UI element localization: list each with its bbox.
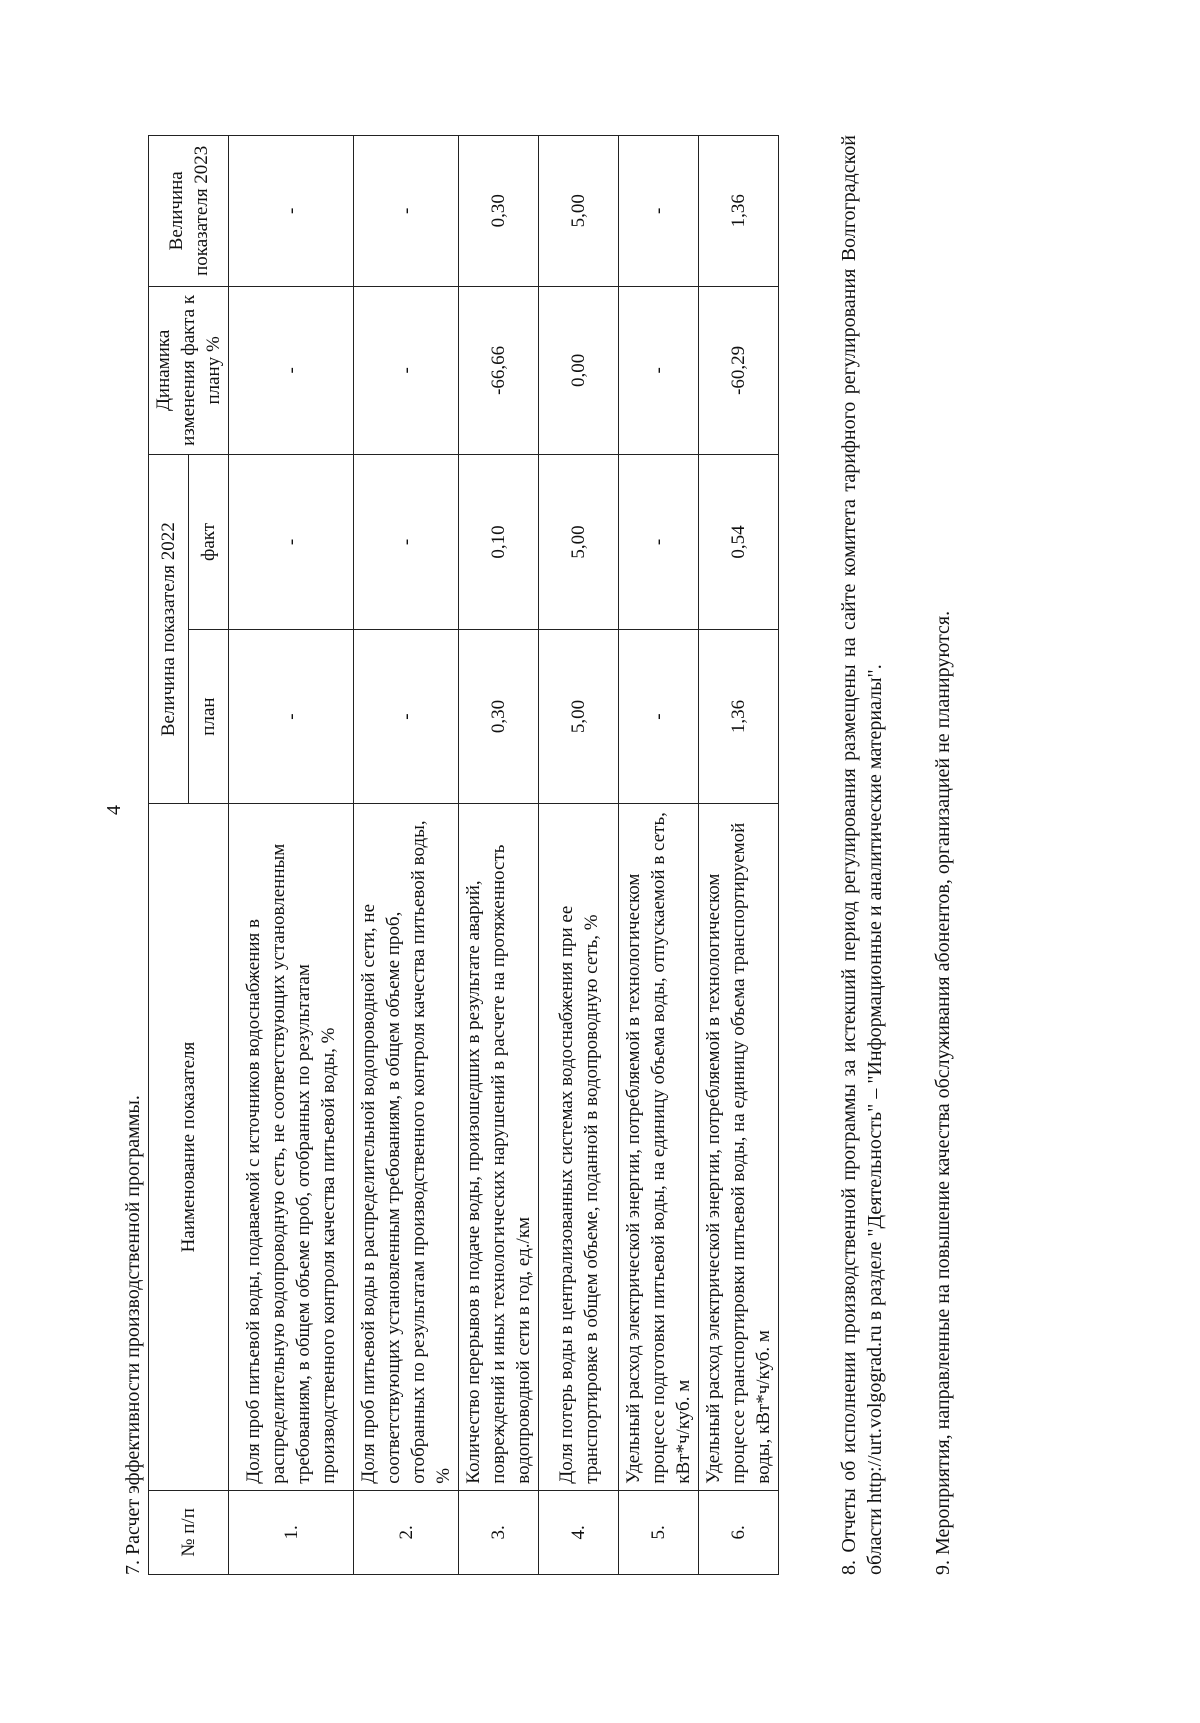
cell-name: Доля потерь воды в централизованных системах водоснабжения при ее транспортировке в общем объеме, поданной в водопроводную сеть, % — [539, 804, 619, 1490]
cell-plan: 1,36 — [699, 629, 779, 804]
cell-name: Доля проб питьевой воды в распределительной водопроводной сети, не соответствующих установленным требованиям, в общем объеме проб, отобранных по результатам производственного контроля качества питьевой воды, % — [354, 804, 459, 1490]
table-header-row — [149, 136, 189, 1575]
cell-fact: - — [354, 455, 459, 630]
table-row — [229, 136, 354, 1575]
cell-num: 1. — [229, 1490, 354, 1574]
cell-name: Количество перерывов в подаче воды, произошедших в результате аварий, повреждений и иных технологических нарушений в расчете на протяженность водопроводной сети в год, ед./км — [459, 804, 539, 1490]
cell-2023: 0,30 — [459, 136, 539, 287]
cell-dynamics: -66,66 — [459, 286, 539, 455]
cell-num: 5. — [619, 1490, 699, 1574]
cell-dynamics: 0,00 — [539, 286, 619, 455]
header-dynamics: Динамика изменения факта к плану % — [149, 286, 229, 455]
cell-fact: - — [229, 455, 354, 630]
cell-dynamics: - — [619, 286, 699, 455]
cell-2023: - — [619, 136, 699, 287]
header-2022-group: Величина показателя 2022 — [149, 455, 189, 804]
cell-num: 2. — [354, 1490, 459, 1574]
cell-num: 4. — [539, 1490, 619, 1574]
cell-dynamics: - — [354, 286, 459, 455]
cell-fact: 0,10 — [459, 455, 539, 630]
cell-plan: 0,30 — [459, 629, 539, 804]
cell-plan: - — [354, 629, 459, 804]
section-7-title: 7. Расчет эффективности производственной программы. — [122, 1095, 144, 1575]
cell-fact: 0,54 — [699, 455, 779, 630]
cell-dynamics: -60,29 — [699, 286, 779, 455]
cell-name: Удельный расход электрической энергии, потребляемой в технологическом процессе подготовки питьевой воды, на единицу объема воды, отпускаемой в сеть, кВт*ч/куб. м — [619, 804, 699, 1490]
cell-num: 3. — [459, 1490, 539, 1574]
table-row — [699, 136, 779, 1575]
cell-plan: - — [229, 629, 354, 804]
section-8-paragraph: 8. Отчеты об исполнении производственной программы за истекший период регулирования размещены на сайте комитета тарифного регулирования Волгоградской области http://urt.volgograd.ru в разделе "Деятельность" – "Информационные и аналитические материалы". — [838, 135, 886, 1575]
cell-fact: - — [619, 455, 699, 630]
table-row — [619, 136, 699, 1575]
cell-name: Доля проб питьевой воды, подаваемой с источников водоснабжения в распределительную водопроводную сеть, не соответствующих установленным требованиям, в общем объеме проб, отобранных по результатам производственного контроля качества питьевой воды, % — [229, 804, 354, 1490]
table-row — [354, 136, 459, 1575]
page-number: 4 — [103, 805, 125, 815]
performance-table — [148, 135, 779, 1575]
cell-2023: 5,00 — [539, 136, 619, 287]
cell-2023: 1,36 — [699, 136, 779, 287]
cell-2023: - — [229, 136, 354, 287]
cell-dynamics: - — [229, 286, 354, 455]
table-row — [459, 136, 539, 1575]
header-fact: факт — [189, 455, 229, 630]
cell-2023: - — [354, 136, 459, 287]
header-name: Наименование показателя — [149, 804, 229, 1490]
page-content — [120, 0, 1120, 1575]
table-row — [539, 136, 619, 1575]
header-2023: Величина показателя 2023 — [149, 136, 229, 287]
cell-plan: - — [619, 629, 699, 804]
section-9-paragraph: 9. Мероприятия, направленные на повышение качества обслуживания абонентов, организацией не планируются. — [932, 610, 954, 1575]
cell-name: Удельный расход электрической энергии, потребляемой в технологическом процессе транспортировки питьевой воды, на единицу объема транспортируемой воды, кВт*ч/куб. м — [699, 804, 779, 1490]
cell-num: 6. — [699, 1490, 779, 1574]
header-num: № п/п — [149, 1490, 229, 1574]
cell-plan: 5,00 — [539, 629, 619, 804]
cell-fact: 5,00 — [539, 455, 619, 630]
header-plan: план — [189, 629, 229, 804]
